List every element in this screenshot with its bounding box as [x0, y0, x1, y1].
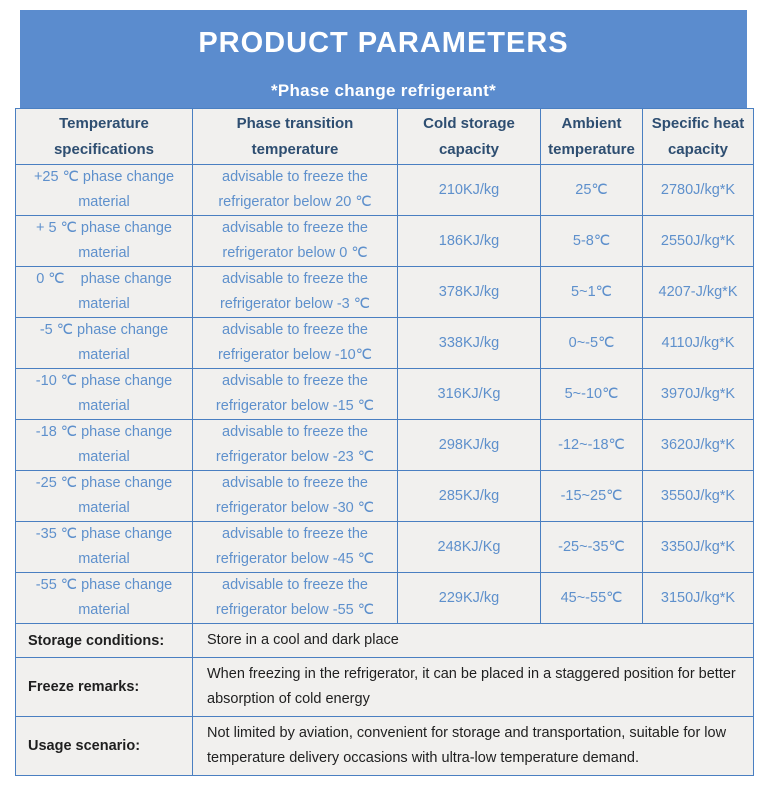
cold-storage-cell: 186KJ/kg: [398, 216, 541, 267]
spec-cell: -18 ℃ phase change material: [16, 420, 193, 471]
specific-heat-cell: 3550J/kg*K: [643, 471, 754, 522]
usage-scenario-value: Not limited by aviation, convenient for storage and transportation, suitable for low temperature delivery occasions with ultra-low temperature demand.: [193, 717, 754, 776]
usage-scenario-label: Usage scenario:: [16, 717, 193, 776]
cold-storage-cell: 316KJ/Kg: [398, 369, 541, 420]
spec-cell: + 5 ℃ phase change material: [16, 216, 193, 267]
product-parameters-banner: [20, 10, 747, 108]
phase-cell: advisable to freeze the refrigerator below 0 ℃: [193, 216, 398, 267]
specific-heat-cell: 3620J/kg*K: [643, 420, 754, 471]
ambient-cell: -15~25℃: [541, 471, 643, 522]
spec-cell: 0 ℃ phase change material: [16, 267, 193, 318]
cold-storage-cell: 229KJ/kg: [398, 573, 541, 624]
phase-cell: advisable to freeze the refrigerator below -3 ℃: [193, 267, 398, 318]
phase-cell: advisable to freeze the refrigerator below -15 ℃: [193, 369, 398, 420]
spec-cell: +25 ℃ phase change material: [16, 165, 193, 216]
header-temperature-specifications: Temperature specifications: [16, 109, 193, 165]
table-row: [16, 573, 754, 624]
phase-cell: advisable to freeze the refrigerator below 20 ℃: [193, 165, 398, 216]
table-row: [16, 471, 754, 522]
table-row: [16, 216, 754, 267]
freeze-remarks-row: [16, 658, 754, 717]
table-header-row: [16, 109, 754, 165]
ambient-cell: 0~-5℃: [541, 318, 643, 369]
table-row: [16, 318, 754, 369]
ambient-cell: 5~-10℃: [541, 369, 643, 420]
table-row: [16, 267, 754, 318]
spec-cell: -10 ℃ phase change material: [16, 369, 193, 420]
specific-heat-cell: 2550J/kg*K: [643, 216, 754, 267]
header-phase-transition-temperature: Phase transition temperature: [193, 109, 398, 165]
phase-cell: advisable to freeze the refrigerator below -23 ℃: [193, 420, 398, 471]
table-row: [16, 165, 754, 216]
cold-storage-cell: 285KJ/kg: [398, 471, 541, 522]
table-row: [16, 420, 754, 471]
storage-conditions-label: Storage conditions:: [16, 624, 193, 658]
cold-storage-cell: 338KJ/kg: [398, 318, 541, 369]
ambient-cell: 45~-55℃: [541, 573, 643, 624]
usage-scenario-row: [16, 717, 754, 776]
phase-cell: advisable to freeze the refrigerator below -10℃: [193, 318, 398, 369]
ambient-cell: 25℃: [541, 165, 643, 216]
cold-storage-cell: 378KJ/kg: [398, 267, 541, 318]
ambient-cell: 5-8℃: [541, 216, 643, 267]
product-parameters-table: [15, 108, 754, 776]
phase-cell: advisable to freeze the refrigerator below -45 ℃: [193, 522, 398, 573]
storage-conditions-row: [16, 624, 754, 658]
freeze-remarks-label: Freeze remarks:: [16, 658, 193, 717]
cold-storage-cell: 210KJ/kg: [398, 165, 541, 216]
page-subtitle: *Phase change refrigerant*: [270, 81, 497, 100]
header-cold-storage-capacity: Cold storage capacity: [398, 109, 541, 165]
spec-cell: -35 ℃ phase change material: [16, 522, 193, 573]
specific-heat-cell: 4110J/kg*K: [643, 318, 754, 369]
header-specific-heat-capacity: Specific heat capacity: [643, 109, 754, 165]
table-row: [16, 522, 754, 573]
specific-heat-cell: 4207-J/kg*K: [643, 267, 754, 318]
specific-heat-cell: 3350J/kg*K: [643, 522, 754, 573]
ambient-cell: -12~-18℃: [541, 420, 643, 471]
ambient-cell: 5~1℃: [541, 267, 643, 318]
cold-storage-cell: 248KJ/Kg: [398, 522, 541, 573]
ambient-cell: -25~-35℃: [541, 522, 643, 573]
header-ambient-temperature: Ambient temperature: [541, 109, 643, 165]
page-title: PRODUCT PARAMETERS: [198, 27, 569, 59]
spec-cell: -55 ℃ phase change material: [16, 573, 193, 624]
spec-cell: -25 ℃ phase change material: [16, 471, 193, 522]
cold-storage-cell: 298KJ/kg: [398, 420, 541, 471]
spec-cell: -5 ℃ phase change material: [16, 318, 193, 369]
storage-conditions-value: Store in a cool and dark place: [193, 624, 754, 658]
freeze-remarks-value: When freezing in the refrigerator, it can be placed in a staggered position for better absorption of cold energy: [193, 658, 754, 717]
specific-heat-cell: 3150J/kg*K: [643, 573, 754, 624]
phase-cell: advisable to freeze the refrigerator below -55 ℃: [193, 573, 398, 624]
specific-heat-cell: 3970J/kg*K: [643, 369, 754, 420]
table-row: [16, 369, 754, 420]
phase-cell: advisable to freeze the refrigerator below -30 ℃: [193, 471, 398, 522]
specific-heat-cell: 2780J/kg*K: [643, 165, 754, 216]
